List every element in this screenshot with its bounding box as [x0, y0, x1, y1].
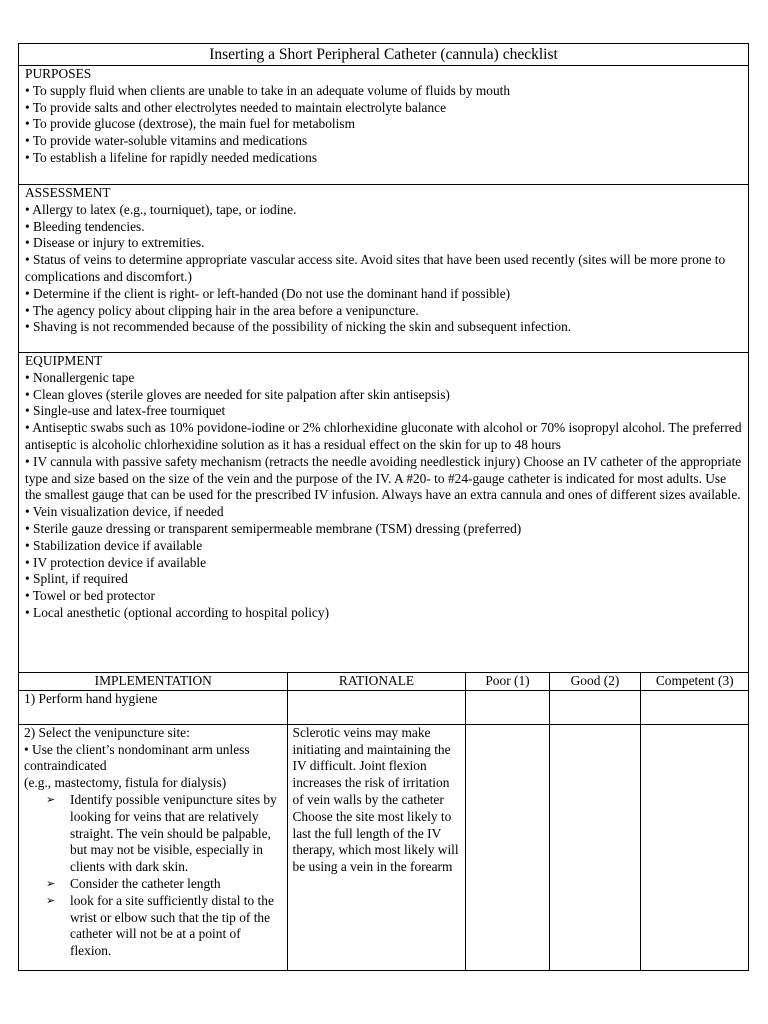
implementation-line: • Use the client’s nondominant arm unless contraindicated — [24, 741, 250, 774]
table-row — [19, 690, 748, 724]
purposes-heading: PURPOSES — [25, 66, 92, 81]
sub-bullet-text: Identify possible venipuncture sites by looking for veins that are relatively straight. The vein should be palpable, but may not be visible, especially in clients with dark skin. — [70, 791, 277, 875]
assessment-item: • Allergy to latex (e.g., tourniquet), tape, or iodine. — [25, 201, 297, 217]
assessment-item: • The agency policy about clipping hair in the area before a venipuncture. — [25, 302, 419, 318]
equipment-item: • Clean gloves (sterile gloves are needed for site palpation after skin antisepsis) — [25, 386, 450, 402]
sub-bullet-text: look for a site sufficiently distal to the wrist or elbow such that the tip of the catheter will not be at a point of flexion. — [70, 892, 274, 959]
equipment-heading: EQUIPMENT — [25, 353, 103, 368]
equipment-item: • Sterile gauze dressing or transparent semipermeable membrane (TSM) dressing (preferred) — [25, 520, 522, 536]
implementation-cell: 1) Perform hand hygiene — [19, 690, 287, 724]
checklist-document — [18, 43, 749, 971]
sub-bullet-list — [24, 792, 283, 960]
equipment-section — [19, 353, 748, 673]
competent-score-cell[interactable] — [640, 724, 748, 970]
equipment-item: • Single-use and latex-free tourniquet — [25, 403, 226, 419]
arrow-bullet-icon: ➢ — [46, 792, 56, 806]
equipment-item: • Splint, if required — [25, 571, 128, 587]
rationale-cell: Sclerotic veins may make initiating and maintaining the IV difficult. Joint flexion increases the risk of irritation of vein walls by the catheter Choose the site most likely to last the full length of the IV therapy, which most likely will be using a vein in the forearm — [287, 724, 465, 970]
equipment-item: • IV protection device if available — [25, 554, 207, 570]
equipment-item: • Local anesthetic (optional according to hospital policy) — [25, 604, 330, 620]
sub-bullet-item — [24, 893, 283, 960]
arrow-bullet-icon: ➢ — [46, 893, 56, 907]
assessment-item: • Bleeding tendencies. — [25, 218, 145, 234]
good-score-cell[interactable] — [549, 724, 640, 970]
equipment-item: • Towel or bed protector — [25, 588, 155, 604]
implementation-table — [19, 673, 748, 970]
purpose-item: • To establish a lifeline for rapidly needed medications — [25, 149, 318, 165]
assessment-item: • Shaving is not recommended because of the possibility of nicking the skin and subsequent infection. — [25, 319, 572, 335]
assessment-heading: ASSESSMENT — [25, 185, 111, 200]
equipment-item: • Antiseptic swabs such as 10% povidone-iodine or 2% chlorhexidine gluconate with alcohol or 70% isopropyl alcohol. The preferred antiseptic is alcoholic chlorhexidine solution as it has a residual effect on the skin for up to 48 hours — [25, 420, 742, 452]
purpose-item: • To provide glucose (dextrose), the main fuel for metabolism — [25, 116, 355, 132]
equipment-item: • IV cannula with passive safety mechanism (retracts the needle avoiding needlestick injury) Choose an IV catheter of the appropriate type and size based on the size of the vein and the purpose of the IV. A #20- to #24-gauge catheter is indicated for most adults. Use the smallest gauge that can be used for the prescribed IV infusion. Always have an extra cannula and ones of different sizes available. — [25, 453, 742, 503]
table-row — [19, 724, 748, 970]
rationale-cell — [287, 690, 465, 724]
header-poor: Poor (1) — [465, 673, 549, 690]
implementation-cell — [19, 724, 287, 970]
equipment-item: • Vein visualization device, if needed — [25, 504, 224, 520]
equipment-item: • Stabilization device if available — [25, 537, 203, 553]
document-title: Inserting a Short Peripheral Catheter (cannula) checklist — [19, 44, 748, 66]
poor-score-cell[interactable] — [465, 690, 549, 724]
competent-score-cell[interactable] — [640, 690, 748, 724]
header-rationale: RATIONALE — [287, 673, 465, 690]
assessment-item: • Status of veins to determine appropriate vascular access site. Avoid sites that have been used recently (sites will be more prone to complications and discomfort.) — [25, 252, 726, 284]
implementation-line: (e.g., mastectomy, fistula for dialysis) — [24, 775, 227, 791]
header-good: Good (2) — [549, 673, 640, 690]
purpose-item: • To provide water-soluble vitamins and medications — [25, 133, 308, 149]
assessment-item: • Disease or injury to extremities. — [25, 235, 205, 251]
assessment-item: • Determine if the client is right- or left-handed (Do not use the dominant hand if possible) — [25, 285, 511, 301]
good-score-cell[interactable] — [549, 690, 640, 724]
purpose-item: • To supply fluid when clients are unable to take in an adequate volume of fluids by mouth — [25, 82, 511, 98]
implementation-step: 2) Select the venipuncture site: — [24, 724, 190, 740]
header-implementation: IMPLEMENTATION — [94, 673, 212, 688]
header-competent: Competent (3) — [640, 673, 748, 690]
purposes-section — [19, 66, 748, 185]
sub-bullet-item — [24, 876, 283, 893]
poor-score-cell[interactable] — [465, 724, 549, 970]
equipment-item: • Nonallergenic tape — [25, 369, 135, 385]
purpose-item: • To provide salts and other electrolytes needed to maintain electrolyte balance — [25, 99, 447, 115]
assessment-section — [19, 185, 748, 353]
sub-bullet-item — [24, 792, 283, 876]
sub-bullet-text: Consider the catheter length — [70, 875, 221, 891]
arrow-bullet-icon: ➢ — [46, 876, 56, 890]
